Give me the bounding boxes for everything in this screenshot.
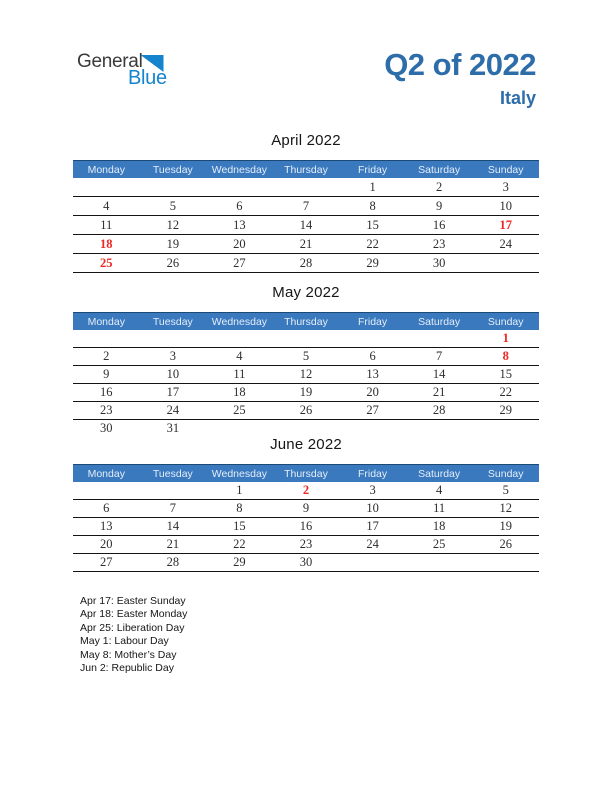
logo-text-blue: Blue (128, 67, 167, 89)
weekday-label: Tuesday (152, 315, 193, 328)
day-cell: 30 (432, 255, 446, 270)
day-cell: 2 (436, 179, 443, 194)
day-cell: 20 (233, 236, 246, 251)
weekday-label: Saturday (418, 315, 461, 328)
weekday-label: Sunday (487, 467, 524, 480)
calendar-week-row (73, 235, 539, 254)
weekday-header-row (73, 312, 539, 330)
day-cell: 18 (432, 519, 446, 533)
day-cell: 3 (169, 349, 176, 363)
day-cell: 24 (499, 236, 512, 251)
day-cell: 6 (369, 349, 376, 363)
day-cell: 12 (166, 217, 180, 232)
day-cell: 19 (166, 236, 180, 251)
day-cell: 28 (299, 255, 313, 270)
day-cell: 11 (100, 217, 113, 232)
month-title-june: June 2022 (270, 436, 342, 453)
holiday-item: May 1: Labour Day (80, 635, 169, 648)
holiday-item: Apr 18: Easter Monday (80, 608, 188, 621)
day-cell: 14 (166, 519, 180, 533)
calendar-april (73, 132, 539, 273)
day-cell: 20 (100, 537, 113, 551)
holiday-item: Jun 2: Republic Day (80, 662, 174, 675)
day-cell: 28 (432, 403, 446, 417)
day-cell: 13 (100, 519, 113, 533)
day-cell: 8 (369, 198, 376, 213)
weekday-label: Tuesday (152, 163, 193, 176)
day-cell: 29 (366, 255, 379, 270)
day-cell: 12 (299, 367, 313, 381)
day-cell: 9 (302, 501, 310, 515)
day-cell: 23 (299, 537, 313, 551)
day-cell: 5 (169, 198, 176, 213)
day-cell: 8 (236, 501, 243, 515)
day-cell: 7 (302, 198, 310, 213)
day-cell: 1 (502, 331, 509, 345)
day-cell: 18 (100, 236, 113, 251)
day-cell: 10 (166, 367, 180, 381)
day-cell: 1 (236, 483, 243, 497)
day-cell: 6 (103, 501, 110, 515)
day-cell: 4 (236, 349, 243, 363)
day-cell: 22 (233, 537, 246, 551)
day-cell: 27 (366, 403, 379, 417)
day-cell: 29 (233, 555, 246, 569)
day-cell: 29 (499, 403, 512, 417)
day-cell: 7 (436, 349, 443, 363)
day-cell: 14 (432, 367, 446, 381)
day-cell: 1 (369, 179, 376, 194)
day-cell: 18 (233, 385, 246, 399)
day-cell: 24 (366, 537, 379, 551)
day-cell: 12 (499, 501, 512, 515)
calendar-week-row (73, 384, 539, 402)
day-cell: 9 (103, 367, 110, 381)
day-cell: 7 (169, 501, 176, 515)
day-cell: 16 (100, 385, 113, 399)
day-cell: 15 (366, 217, 379, 232)
day-cell: 4 (103, 198, 110, 213)
day-cell: 23 (100, 403, 113, 417)
weekday-label: Sunday (487, 163, 524, 176)
day-cell: 28 (166, 555, 180, 569)
calendar-grid-may (73, 312, 539, 437)
title-block (384, 47, 536, 108)
day-cell: 3 (502, 179, 509, 194)
calendar-week-row (73, 178, 539, 197)
day-cell: 21 (432, 385, 446, 399)
day-cell: 5 (502, 483, 509, 497)
weekday-label: Wednesday (211, 163, 268, 176)
day-cell: 8 (502, 349, 509, 363)
day-cell: 23 (432, 236, 446, 251)
day-cell: 17 (366, 519, 379, 533)
day-cell: 25 (100, 255, 113, 270)
day-cell: 21 (299, 236, 313, 251)
day-cell: 19 (499, 519, 512, 533)
calendar-june (73, 436, 539, 572)
day-cell: 16 (299, 519, 313, 533)
day-cell: 4 (436, 483, 443, 497)
calendar-week-row (73, 420, 539, 437)
weekday-label: Friday (357, 467, 388, 480)
day-cell: 2 (302, 483, 310, 497)
day-cell: 31 (166, 421, 180, 435)
day-cell: 25 (233, 403, 246, 417)
calendar-may (73, 284, 539, 437)
weekday-label: Friday (357, 315, 388, 328)
weekday-label: Saturday (418, 467, 461, 480)
day-cell: 26 (499, 537, 512, 551)
weekday-label: Thursday (284, 163, 328, 176)
day-cell: 22 (499, 385, 512, 399)
calendar-week-row (73, 348, 539, 366)
day-cell: 5 (302, 349, 310, 363)
day-cell: 30 (100, 421, 113, 435)
calendar-week-row (73, 402, 539, 420)
calendar-week-row (73, 197, 539, 216)
month-title-april: April 2022 (271, 132, 341, 149)
day-cell: 16 (432, 217, 446, 232)
quarter-title: Q2 of 2022 (384, 47, 536, 82)
weekday-label: Saturday (418, 163, 461, 176)
holiday-item: May 8: Mother’s Day (80, 648, 177, 661)
holiday-list (80, 595, 187, 675)
day-cell: 27 (233, 255, 246, 270)
day-cell: 17 (166, 385, 180, 399)
day-cell: 15 (233, 519, 246, 533)
day-cell: 15 (499, 367, 512, 381)
day-cell: 9 (436, 198, 443, 213)
weekday-header-row (73, 160, 539, 178)
day-cell: 20 (366, 385, 379, 399)
logo-text-general: General (77, 51, 143, 72)
calendar-grid-april (73, 160, 539, 273)
calendar-week-row (73, 554, 539, 572)
country-subtitle: Italy (499, 88, 536, 108)
day-cell: 13 (366, 367, 379, 381)
day-cell: 22 (366, 236, 379, 251)
day-cell: 25 (432, 537, 446, 551)
weekday-label: Wednesday (211, 315, 268, 328)
calendar-week-row (73, 518, 539, 536)
day-cell: 14 (299, 217, 313, 232)
day-cell: 30 (299, 555, 313, 569)
day-cell: 17 (499, 217, 512, 232)
day-cell: 3 (369, 483, 376, 497)
calendar-week-row (73, 536, 539, 554)
calendar-week-row (73, 254, 539, 273)
calendar-grid-june (73, 464, 539, 572)
weekday-header-row (73, 464, 539, 482)
weekday-label: Monday (87, 467, 125, 480)
day-cell: 27 (100, 555, 113, 569)
day-cell: 21 (166, 537, 180, 551)
weekday-label: Wednesday (211, 467, 268, 480)
month-title-may: May 2022 (272, 284, 340, 301)
day-cell: 19 (299, 385, 313, 399)
day-cell: 6 (236, 198, 243, 213)
day-cell: 11 (233, 367, 246, 381)
holiday-item: Apr 25: Liberation Day (80, 621, 185, 634)
calendar-week-row (73, 366, 539, 384)
day-cell: 24 (166, 403, 180, 417)
weekday-label: Monday (87, 163, 125, 176)
weekday-label: Sunday (487, 315, 524, 328)
general-blue-logo (77, 52, 167, 87)
day-cell: 13 (233, 217, 246, 232)
weekday-label: Monday (87, 315, 125, 328)
calendar-week-row (73, 482, 539, 500)
day-cell: 26 (166, 255, 180, 270)
calendar-week-row (73, 500, 539, 518)
day-cell: 10 (499, 198, 512, 213)
calendar-week-row (73, 330, 539, 348)
holiday-item: Apr 17: Easter Sunday (80, 595, 186, 607)
weekday-label: Thursday (284, 467, 328, 480)
day-cell: 10 (366, 501, 379, 515)
day-cell: 2 (103, 349, 110, 363)
weekday-label: Tuesday (152, 467, 193, 480)
weekday-label: Friday (357, 163, 388, 176)
calendar-week-row (73, 216, 539, 235)
day-cell: 26 (299, 403, 313, 417)
weekday-label: Thursday (284, 315, 328, 328)
day-cell: 11 (433, 501, 446, 515)
